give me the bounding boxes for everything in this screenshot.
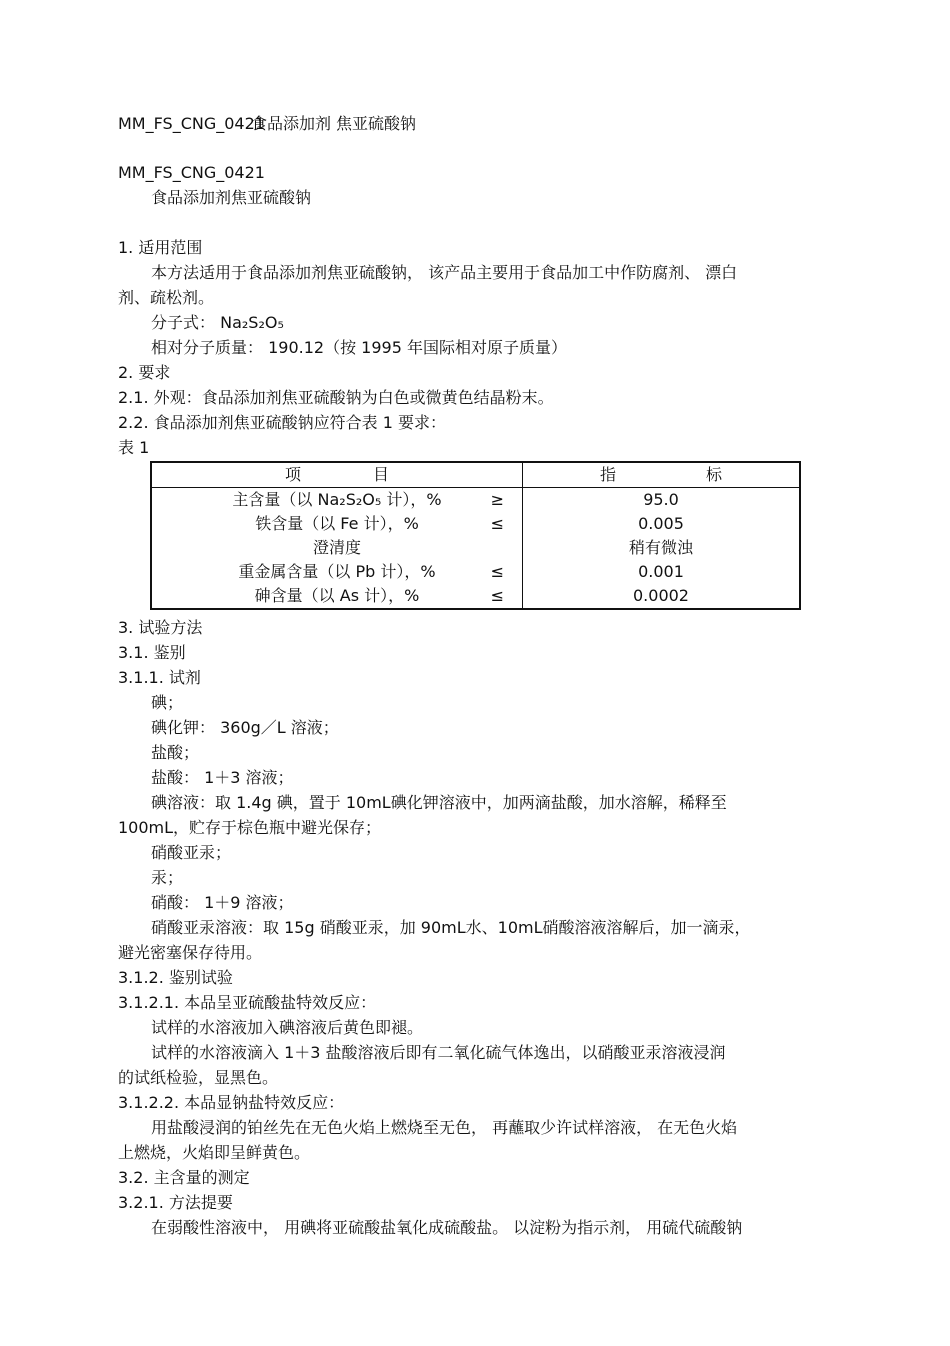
subsection-heading: 3.2.1. 方法提要: [118, 1193, 233, 1212]
reagent-line: 汞；: [151, 868, 184, 887]
header-item-char: 目: [373, 465, 390, 484]
table-cell-value: 95.0: [643, 490, 679, 509]
section-heading: 3. 试验方法: [118, 618, 203, 637]
header-item-char: 项: [284, 465, 301, 484]
table-cell-item: [151, 488, 523, 513]
reagent-line: 盐酸；: [151, 743, 200, 762]
reagent-line: 硝酸亚汞；: [151, 843, 232, 862]
table-row: [151, 512, 800, 536]
reagent-line: 盐酸： 1＋3 溶液；: [151, 768, 294, 787]
running-header-title: 食品添加剂 焦亚硫酸钠: [250, 114, 417, 133]
spec-table: [150, 461, 801, 610]
paragraph-line: 剂、疏松剂。: [118, 288, 215, 307]
item-text: 砷含量（以 As 计），%: [254, 586, 420, 605]
header-value-char: 指: [599, 465, 616, 484]
table-label: 表 1: [118, 438, 150, 457]
running-header: [118, 114, 416, 134]
subsection-heading: 3.1.1. 试剂: [118, 668, 201, 687]
paragraph-line: 用盐酸浸润的铂丝先在无色火焰上燃烧至无色， 再蘸取少许试样溶液， 在无色火焰: [151, 1118, 738, 1137]
paragraph-line: 2.1. 外观：食品添加剂焦亚硫酸钠为白色或微黄色结晶粉末。: [118, 388, 554, 407]
reagent-line: 碘溶液：取 1.4g 碘，置于 10mL碘化钾溶液中，加两滴盐酸，加水溶解，稀释至: [151, 793, 727, 812]
table-cell-value: 0.005: [638, 514, 684, 533]
subsection-heading: 3.1. 鉴别: [118, 643, 186, 662]
reagent-line: 硝酸： 1＋9 溶液；: [151, 893, 294, 912]
reagent-line: 100mL，贮存于棕色瓶中避光保存；: [118, 818, 382, 837]
subsection-heading: 3.1.2.2. 本品显钠盐特效反应：: [118, 1093, 345, 1112]
subsection-heading: 3.1.2. 鉴别试验: [118, 968, 233, 987]
paragraph-line: 2.2. 食品添加剂焦亚硫酸钠应符合表 1 要求：: [118, 413, 446, 432]
table-cell-value: 0.0002: [633, 586, 689, 605]
table-cell-item: [151, 536, 523, 560]
item-text: 澄清度: [312, 538, 361, 557]
table-cell-item: [151, 512, 523, 536]
table-row: [151, 488, 800, 513]
reagent-line: 碘化钾： 360g／L 溶液；: [151, 718, 339, 737]
doc-title: 食品添加剂焦亚硫酸钠: [151, 188, 312, 207]
section-heading: 1. 适用范围: [118, 238, 203, 257]
table-row: [151, 536, 800, 560]
table-cell-item: [151, 584, 523, 609]
comparison-symbol: ≤: [490, 562, 504, 581]
reagent-line: 硝酸亚汞溶液：取 15g 硝酸亚汞，加 90mL水、10mL硝酸溶液溶解后，加一滴汞，: [151, 918, 751, 937]
paragraph-line: 本方法适用于食品添加剂焦亚硫酸钠， 该产品主要用于食品加工中作防腐剂、 漂白: [151, 263, 738, 282]
paragraph-line: 试样的水溶液加入碘溶液后黄色即褪。: [151, 1018, 424, 1037]
table-cell-item: [151, 560, 523, 584]
paragraph-line: 的试纸检验，显黑色。: [118, 1068, 279, 1087]
running-header-code: MM_FS_CNG_0421: [118, 114, 265, 133]
table-header-item: [151, 462, 523, 488]
table-row: [151, 560, 800, 584]
subsection-heading: 3.2. 主含量的测定: [118, 1168, 250, 1187]
item-text: 重金属含量（以 Pb 计），%: [238, 562, 436, 581]
header-value-char: 标: [706, 465, 723, 484]
formula-value: Na₂S₂O₅: [220, 313, 284, 332]
item-text: 主含量（以 Na₂S₂O₅ 计），%: [232, 490, 442, 509]
table-header-value: [523, 462, 801, 488]
table-row: [151, 584, 800, 609]
table-header-row: [151, 462, 800, 488]
subsection-heading: 3.1.2.1. 本品呈亚硫酸盐特效反应：: [118, 993, 377, 1012]
reagent-line: 碘；: [151, 693, 184, 712]
paragraph-line: 在弱酸性溶液中， 用碘将亚硫酸盐氧化成硫酸盐。 以淀粉为指示剂， 用硫代硫酸钠: [151, 1218, 743, 1237]
reagent-line: 避光密塞保存待用。: [118, 943, 263, 962]
comparison-symbol: ≤: [490, 586, 504, 605]
doc-code: MM_FS_CNG_0421: [118, 163, 265, 182]
table-cell-value: 0.001: [638, 562, 684, 581]
paragraph-line: 上燃烧，火焰即呈鲜黄色。: [118, 1143, 311, 1162]
comparison-symbol: ≥: [490, 490, 504, 509]
item-text: 铁含量（以 Fe 计），%: [255, 514, 419, 533]
table-cell-value: 稍有微浊: [628, 538, 693, 557]
comparison-symbol: ≤: [490, 514, 504, 533]
paragraph-line: 试样的水溶液滴入 1＋3 盐酸溶液后即有二氧化硫气体逸出，以硝酸亚汞溶液浸润: [151, 1043, 726, 1062]
molecular-mass-line: 相对分子质量： 190.12（按 1995 年国际相对原子质量）: [151, 338, 567, 357]
section-heading: 2. 要求: [118, 363, 171, 382]
formula-line: [151, 313, 284, 333]
formula-label: 分子式：: [151, 313, 221, 332]
